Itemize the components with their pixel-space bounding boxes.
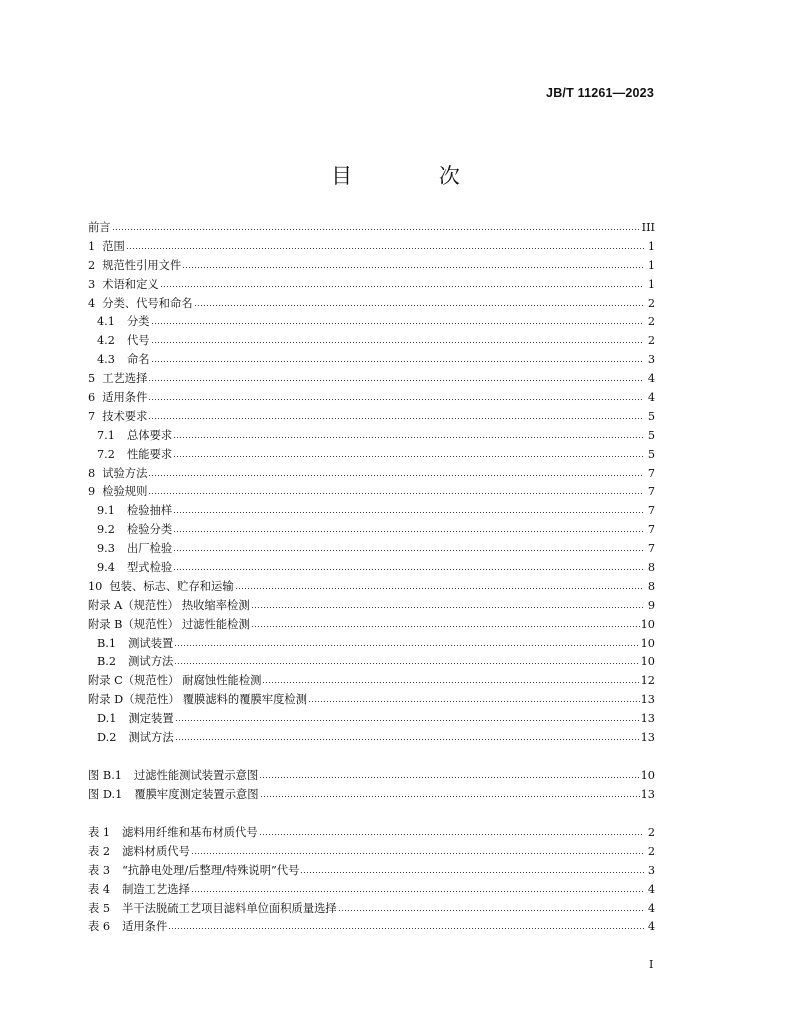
toc-entry[interactable] bbox=[88, 313, 655, 332]
toc-entry-label: 工艺选择 bbox=[102, 372, 148, 386]
dot-leader bbox=[112, 219, 641, 231]
toc-entry-page: 7 bbox=[647, 466, 655, 480]
toc-entry-label: 测试方法 bbox=[128, 731, 174, 745]
dot-leader bbox=[173, 502, 644, 514]
toc-entry[interactable] bbox=[88, 521, 655, 540]
toc-entry-number: 表 1 bbox=[88, 826, 111, 839]
toc-entry[interactable] bbox=[88, 862, 655, 881]
dot-leader bbox=[300, 862, 644, 874]
toc-main-list bbox=[88, 219, 655, 748]
toc-entry-label: 滤料用纤维和基布材质代号 bbox=[122, 826, 258, 839]
page-title: 目 次 bbox=[331, 164, 500, 188]
toc-entry-label: 前言 bbox=[88, 221, 111, 234]
toc-entry[interactable] bbox=[88, 332, 655, 351]
dot-leader bbox=[151, 351, 644, 363]
toc-entry[interactable] bbox=[88, 238, 655, 257]
toc-entry[interactable] bbox=[88, 597, 655, 616]
dot-leader bbox=[151, 332, 644, 344]
dot-leader bbox=[148, 483, 644, 495]
toc-entry-number: 附录 A（规范性） bbox=[88, 598, 179, 612]
dot-leader bbox=[148, 370, 644, 382]
toc-entry-number: 7.1 bbox=[97, 428, 115, 442]
dot-leader bbox=[260, 786, 640, 798]
toc-entry-number: B.1 bbox=[97, 636, 117, 650]
toc-entry-number: D.1 bbox=[97, 712, 117, 726]
toc-entry-page: 10 bbox=[640, 617, 655, 631]
toc-entry-number: 3 bbox=[88, 277, 96, 291]
toc-entry-page: 12 bbox=[640, 674, 655, 688]
toc-entry-page: 10 bbox=[640, 655, 655, 669]
dot-leader bbox=[174, 653, 639, 665]
toc-entry-page: 4 bbox=[647, 920, 655, 934]
toc-entry-label: 测试装置 bbox=[128, 636, 174, 650]
dot-leader bbox=[182, 257, 644, 269]
dot-leader bbox=[251, 597, 644, 609]
toc-entry-page: 7 bbox=[647, 523, 655, 537]
toc-entry-page: 2 bbox=[647, 334, 655, 348]
toc-entry-label: 过滤性能检测 bbox=[181, 617, 250, 631]
toc-entry-label: 测试方法 bbox=[128, 655, 174, 669]
toc-entry-label: 热收缩率检测 bbox=[181, 598, 250, 612]
toc-entry-label: 包装、标志、贮存和运输 bbox=[109, 579, 234, 593]
toc-entry-page: 3 bbox=[647, 353, 655, 367]
toc-entry-page: 8 bbox=[647, 561, 655, 575]
dot-leader bbox=[173, 427, 644, 439]
toc-entry[interactable] bbox=[88, 276, 655, 295]
toc-entry-page: 2 bbox=[647, 844, 655, 858]
toc-entry-page: 1 bbox=[647, 239, 655, 253]
toc-entry-label: 制造工艺选择 bbox=[122, 882, 190, 896]
toc-entry-label: 分类 bbox=[126, 315, 150, 329]
toc-entry-number: 9.4 bbox=[97, 561, 115, 575]
toc-entry-number: 5 bbox=[88, 372, 96, 386]
toc-entry[interactable] bbox=[88, 881, 655, 900]
toc-entry[interactable] bbox=[88, 351, 655, 370]
dot-leader bbox=[175, 729, 640, 741]
page-number: I bbox=[649, 958, 654, 971]
toc-entry-page: 2 bbox=[647, 826, 655, 839]
toc-entry-number: 4.3 bbox=[97, 353, 115, 367]
toc-entry[interactable] bbox=[88, 635, 655, 654]
toc-entry[interactable] bbox=[88, 653, 655, 672]
standard-code: JB/T 11261—2023 bbox=[546, 86, 654, 100]
dot-leader bbox=[173, 540, 644, 552]
toc-entry-label: 范围 bbox=[102, 239, 125, 253]
toc-entry[interactable] bbox=[88, 483, 655, 502]
toc-entry-number: 表 4 bbox=[88, 882, 111, 896]
toc-entry[interactable] bbox=[88, 786, 655, 805]
dot-leader bbox=[168, 918, 644, 930]
toc-entry-number: 附录 C（规范性） bbox=[88, 674, 180, 688]
toc-entry-page: 10 bbox=[640, 636, 655, 650]
dot-leader bbox=[251, 616, 640, 628]
toc-entry-number: 表 6 bbox=[88, 920, 111, 934]
toc-entry-page: 3 bbox=[647, 863, 655, 877]
toc-entry-number: D.2 bbox=[97, 731, 117, 745]
toc-entry-label: 出厂检验 bbox=[126, 542, 173, 556]
toc-figure-list bbox=[88, 767, 655, 805]
toc-entry-page: 13 bbox=[640, 712, 655, 726]
toc-entry-label: 适用条件 bbox=[102, 391, 148, 405]
dot-leader bbox=[308, 691, 640, 703]
toc-entry-label: 性能要求 bbox=[126, 447, 173, 461]
dot-leader bbox=[174, 635, 639, 647]
toc-entry-label: 检验规则 bbox=[102, 485, 148, 499]
toc-entry-page: 7 bbox=[647, 485, 655, 499]
toc-entry-page: 13 bbox=[640, 787, 655, 801]
toc-entry[interactable] bbox=[88, 502, 655, 521]
toc-entry-page: 2 bbox=[647, 315, 655, 329]
toc-entry-number: 表 3 bbox=[88, 863, 111, 877]
toc-entry[interactable] bbox=[88, 900, 655, 919]
toc-entry[interactable] bbox=[88, 540, 655, 559]
toc-entry-page: 5 bbox=[647, 428, 655, 442]
toc-entry-number: B.2 bbox=[97, 655, 117, 669]
toc-entry-page: 4 bbox=[647, 901, 655, 915]
toc-entry-number: 4.1 bbox=[97, 315, 115, 329]
toc-entry-number: 2 bbox=[88, 258, 96, 272]
toc-entry[interactable] bbox=[88, 729, 655, 748]
toc-entry-number: 表 5 bbox=[88, 901, 111, 915]
toc-table-list bbox=[88, 824, 655, 937]
toc-entry[interactable] bbox=[88, 389, 655, 408]
toc-entry-label: 覆膜牢度测定装置示意图 bbox=[134, 787, 259, 801]
toc-entry[interactable] bbox=[88, 427, 655, 446]
dot-leader bbox=[173, 521, 644, 533]
dot-leader bbox=[191, 881, 644, 893]
dot-leader bbox=[259, 767, 639, 779]
toc-entry-number: 7.2 bbox=[97, 447, 115, 461]
toc-entry-page: 4 bbox=[647, 391, 655, 405]
toc-entry-page: 7 bbox=[647, 504, 655, 518]
toc-entry[interactable] bbox=[88, 710, 655, 729]
dot-leader bbox=[259, 824, 644, 836]
dot-leader bbox=[191, 843, 644, 855]
toc-entry-page: 1 bbox=[647, 258, 655, 272]
toc-entry-number: 图 D.1 bbox=[88, 787, 123, 801]
toc-entry-page: 1 bbox=[647, 277, 655, 291]
toc-entry-number: 图 B.1 bbox=[88, 769, 122, 782]
toc-entry-page: 9 bbox=[647, 598, 655, 612]
dot-leader bbox=[338, 900, 644, 912]
toc-entry-number: 9.1 bbox=[97, 504, 115, 518]
toc-entry-label: 检验抽样 bbox=[126, 504, 173, 518]
dot-leader bbox=[194, 295, 644, 307]
dot-leader bbox=[175, 710, 640, 722]
dot-leader bbox=[148, 389, 644, 401]
toc-entry-label: 耐腐蚀性能检测 bbox=[182, 674, 262, 688]
toc-entry-label: 试验方法 bbox=[102, 466, 148, 480]
toc-entry-number: 7 bbox=[88, 409, 96, 423]
toc-entry-number: 6 bbox=[88, 391, 96, 405]
toc-entry-page: III bbox=[641, 221, 655, 234]
dot-leader bbox=[148, 408, 644, 420]
toc-entry-label: 覆膜滤料的覆膜牢度检测 bbox=[182, 693, 308, 707]
toc-entry[interactable] bbox=[88, 824, 655, 843]
toc-entry[interactable] bbox=[88, 408, 655, 427]
toc-entry-number: 4.2 bbox=[97, 334, 115, 348]
toc-entry-label: 术语和定义 bbox=[102, 277, 159, 291]
toc-entry-label: 分类、代号和命名 bbox=[102, 296, 193, 310]
toc-entry[interactable] bbox=[88, 559, 655, 578]
toc-entry[interactable] bbox=[88, 257, 655, 276]
toc-entry-label: 滤料材质代号 bbox=[122, 844, 190, 858]
toc-entry[interactable] bbox=[88, 672, 655, 691]
toc-entry-number: 9 bbox=[88, 485, 96, 499]
toc-entry-page: 2 bbox=[647, 296, 655, 310]
toc-entry-number: 附录 D（规范性） bbox=[88, 693, 180, 707]
toc-entry-number: 4 bbox=[88, 296, 96, 310]
toc-entry-number: 附录 B（规范性） bbox=[88, 617, 179, 631]
toc-entry-number: 9.2 bbox=[97, 523, 115, 537]
dot-leader bbox=[151, 313, 644, 325]
toc-entry[interactable] bbox=[88, 616, 655, 635]
toc-entry[interactable] bbox=[88, 918, 655, 937]
toc-entry-label: 技术要求 bbox=[102, 409, 148, 423]
toc-entry-label: 规范性引用文件 bbox=[102, 258, 182, 272]
toc-entry-number: 1 bbox=[88, 239, 96, 253]
toc-entry-page: 4 bbox=[647, 882, 655, 896]
dot-leader bbox=[235, 578, 644, 590]
toc-entry-label: 代号 bbox=[126, 334, 150, 348]
toc-entry-number: 表 2 bbox=[88, 844, 111, 858]
dot-leader bbox=[160, 276, 644, 288]
toc-entry[interactable] bbox=[88, 691, 655, 710]
toc-entry-page: 5 bbox=[647, 447, 655, 461]
dot-leader bbox=[173, 446, 644, 458]
toc-entry-label: 过滤性能测试装置示意图 bbox=[133, 769, 259, 782]
toc-entry-number: 8 bbox=[88, 466, 96, 480]
dot-leader bbox=[262, 672, 639, 684]
toc-entry-label: 半干法脱硫工艺项目滤料单位面积质量选择 bbox=[122, 901, 337, 915]
toc-entry-label: 测定装置 bbox=[128, 712, 174, 726]
toc-entry[interactable] bbox=[88, 370, 655, 389]
toc-entry-label: 检验分类 bbox=[126, 523, 173, 537]
toc-entry[interactable] bbox=[88, 446, 655, 465]
toc-entry-page: 10 bbox=[640, 769, 655, 782]
toc-entry[interactable] bbox=[88, 295, 655, 314]
toc-entry-page: 5 bbox=[647, 409, 655, 423]
dot-leader bbox=[126, 238, 644, 250]
dot-leader bbox=[173, 559, 644, 571]
toc-entry-label: 总体要求 bbox=[126, 428, 173, 442]
dot-leader bbox=[148, 465, 644, 477]
toc-entry[interactable] bbox=[88, 578, 655, 597]
toc-entry-page: 4 bbox=[647, 372, 655, 386]
toc-entry-number: 9.3 bbox=[97, 542, 115, 556]
toc-entry-label: 适用条件 bbox=[122, 920, 168, 934]
toc-entry-number: 10 bbox=[88, 579, 103, 593]
toc-entry-label: 型式检验 bbox=[126, 561, 173, 575]
toc-entry-page: 13 bbox=[640, 731, 655, 745]
toc-entry-page: 8 bbox=[647, 579, 655, 593]
toc-entry-page: 13 bbox=[640, 693, 655, 707]
toc-entry[interactable] bbox=[88, 767, 655, 786]
toc-entry[interactable] bbox=[88, 465, 655, 484]
toc-entry[interactable] bbox=[88, 219, 655, 238]
toc-entry-page: 7 bbox=[647, 542, 655, 556]
toc-entry-label: 命名 bbox=[126, 353, 150, 367]
toc-entry-label: “抗静电处理/后整理/特殊说明”代号 bbox=[122, 863, 300, 877]
toc-entry[interactable] bbox=[88, 843, 655, 862]
